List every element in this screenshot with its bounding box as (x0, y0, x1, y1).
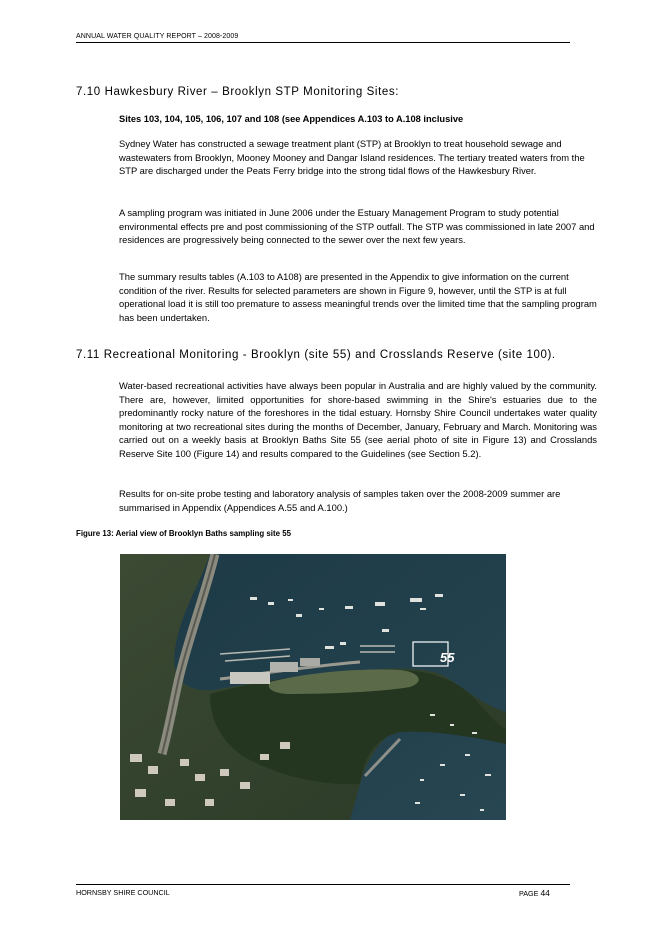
paragraph-results-appendix: Results for on-site probe testing and laboratory analysis of samples taken over the 2008-2009 summer are summarised in Appendix (Appendices A.55 and A.100.) (119, 488, 561, 513)
footer-page (519, 888, 550, 898)
section-heading-7-10: 7.10 Hawkesbury River – Brooklyn STP Monitoring Sites: (76, 86, 400, 98)
paragraph-recreational-activities: Water-based recreational activities have always been popular in Australia and are highly valued by the community. There are, however, limited opportunities for shore-based swimming in the Shire's estuaries due to the predominantly rocky nature of the foreshores in the tidal estuary. Hornsby Shire Council undertakes water quality monitoring at two recreational sites during the months of December, January, February and March. Monitoring was carried out on a weekly basis at Brooklyn Baths Site 55 (see aerial photo of site in Figure 13) and Crosslands Reserve Site 100 (Figure 14) and results compared to the Guidelines (see Section 5.2). (119, 380, 597, 459)
sites-subheading: Sites 103, 104, 105, 106, 107 and 108 (see Appendices A.103 to A.108 inclusive (119, 114, 464, 124)
paragraph-summary-results: The summary results tables (A.103 to A108) are presented in the Appendix to give information on the current condition of the river. Results for selected parameters are shown in Figure 9, however, until the STP is at full operational load it is still too premature to assess meaningful trends over the limited time that the sampling program has been undertaken. (119, 271, 597, 323)
page-label: PAGE (519, 889, 539, 898)
footer-divider (76, 884, 570, 885)
section-heading-7-11: 7.11 Recreational Monitoring - Brooklyn (site 55) and Crosslands Reserve (site 100). (76, 349, 556, 361)
aerial-photo-brooklyn-baths (120, 554, 506, 820)
site-55-label: 55 (440, 650, 455, 665)
paragraph-stp-construction: Sydney Water has constructed a sewage treatment plant (STP) at Brooklyn to treat household sewage and wastewaters from Brooklyn, Mooney Mooney and Dangar Island residences. The tertiary treated waters from the STP are discharged under the Peats Ferry bridge into the strong tidal flows of the Hawkesbury River. (119, 138, 585, 176)
running-header: ANNUAL WATER QUALITY REPORT – 2008-2009 (76, 33, 239, 40)
footer-organisation: HORNSBY SHIRE COUNCIL (76, 888, 170, 897)
page-number: 44 (540, 888, 550, 898)
paragraph-sampling-program: A sampling program was initiated in June 2006 under the Estuary Management Program to study potential environmental effects pre and post commissioning of the STP outfall. The STP was commissioned in late 2007 and residences are progressively being connected to the sewer over the next few years. (119, 207, 595, 245)
header-divider (76, 42, 570, 43)
figure-caption: Figure 13: Aerial view of Brooklyn Baths sampling site 55 (76, 528, 292, 538)
